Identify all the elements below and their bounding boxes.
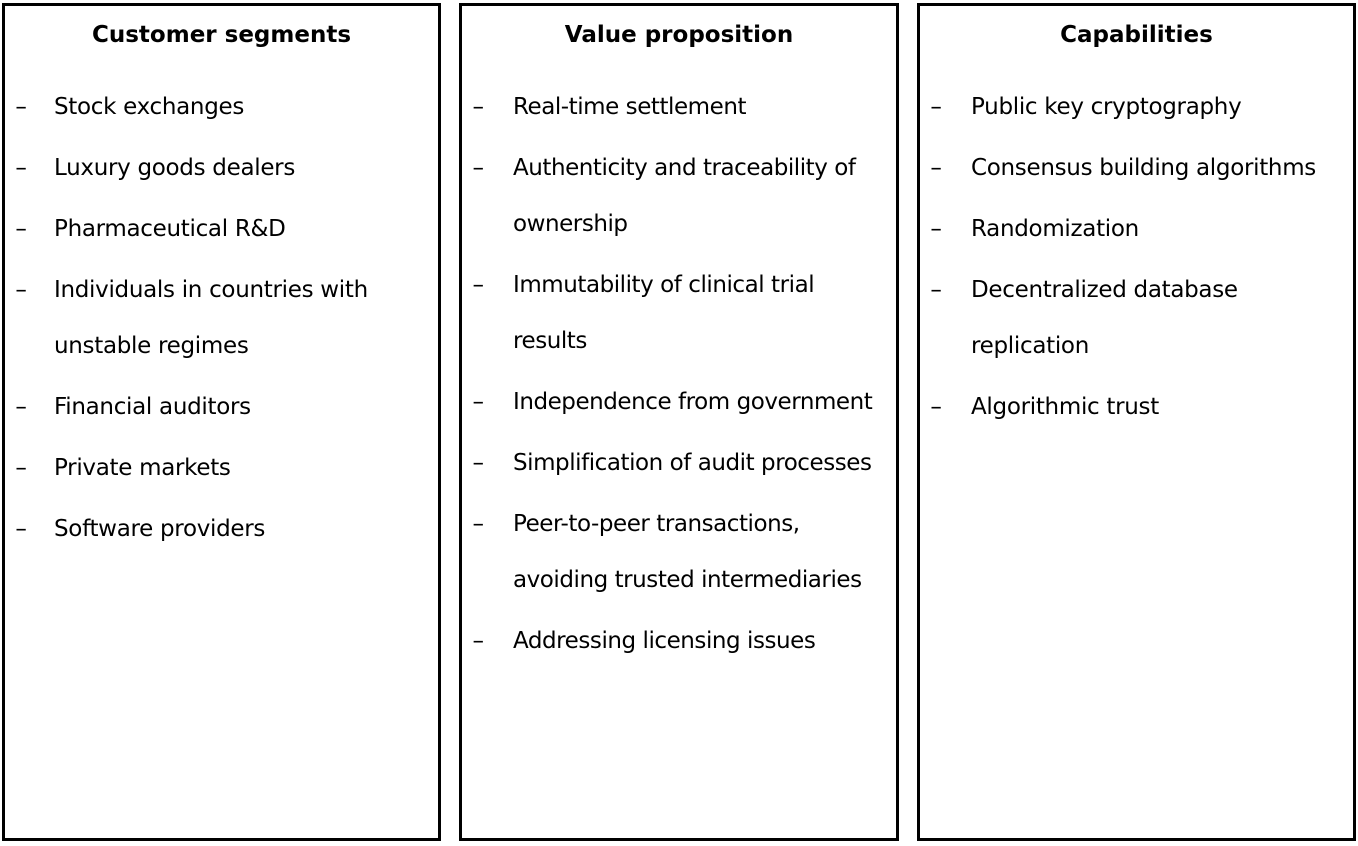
list-item (5, 379, 438, 435)
capabilities-list (920, 85, 1353, 441)
dash-bullet: – (15, 216, 27, 242)
customer-segments-list (5, 85, 438, 563)
list-item (920, 201, 1353, 257)
dash-bullet: – (472, 450, 484, 476)
dash-bullet: – (15, 455, 27, 481)
list-item-text: Individuals in countries with unstable regimes (54, 277, 368, 359)
dash-bullet: – (472, 272, 484, 298)
list-item (462, 374, 896, 430)
dash-bullet: – (15, 155, 27, 181)
dash-bullet: – (472, 511, 484, 537)
list-item (5, 440, 438, 496)
list-item-text: Simplification of audit processes (513, 450, 872, 476)
list-item (5, 262, 438, 374)
dash-bullet: – (472, 628, 484, 654)
list-item (5, 79, 438, 135)
list-item-text: Decentralized database replication (971, 277, 1238, 359)
dash-bullet: – (930, 94, 942, 120)
dash-bullet: – (15, 394, 27, 420)
list-item (920, 140, 1353, 196)
dash-bullet: – (15, 94, 27, 120)
dash-bullet: – (930, 155, 942, 181)
list-item (920, 79, 1353, 135)
list-item (920, 262, 1353, 374)
list-item (5, 501, 438, 557)
list-item (5, 140, 438, 196)
list-item-text: Peer-to-peer transactions, avoiding trusted intermediaries (513, 511, 862, 593)
value-proposition-list (462, 85, 896, 675)
capabilities-panel (917, 3, 1356, 841)
list-item (462, 613, 896, 669)
list-item-text: Software providers (54, 516, 266, 542)
list-item (462, 496, 896, 608)
dash-bullet: – (15, 277, 27, 303)
dash-bullet: – (472, 94, 484, 120)
list-item-text: Public key cryptography (971, 94, 1242, 120)
list-item-text: Financial auditors (54, 394, 251, 420)
list-item-text: Algorithmic trust (971, 394, 1159, 420)
list-item-text: Addressing licensing issues (513, 628, 816, 654)
dash-bullet: – (472, 389, 484, 415)
customer-segments-title: Customer segments (91, 22, 352, 48)
dash-bullet: – (930, 216, 942, 242)
list-item-text: Consensus building algorithms (971, 155, 1316, 181)
list-item (462, 140, 896, 252)
dash-bullet: – (930, 277, 942, 303)
list-item-text: Authenticity and traceability of ownership (513, 155, 856, 237)
list-item (920, 379, 1353, 435)
value-proposition-title: Value proposition (564, 22, 794, 48)
list-item-text: Real-time settlement (513, 94, 747, 120)
dash-bullet: – (15, 516, 27, 542)
list-item-text: Stock exchanges (54, 94, 245, 120)
dash-bullet: – (472, 155, 484, 181)
list-item-text: Private markets (54, 455, 231, 481)
value-proposition-panel (459, 3, 899, 841)
list-item-text: Randomization (971, 216, 1139, 242)
dash-bullet: – (930, 394, 942, 420)
customer-segments-panel (2, 3, 441, 841)
list-item (462, 79, 896, 135)
list-item-text: Independence from government (513, 389, 873, 415)
list-item-text: Immutability of clinical trial results (513, 272, 815, 354)
list-item-text: Pharmaceutical R&D (54, 216, 286, 242)
capabilities-title: Capabilities (1060, 22, 1213, 48)
list-item-text: Luxury goods dealers (54, 155, 296, 181)
list-item (462, 435, 896, 491)
list-item (5, 201, 438, 257)
list-item (462, 257, 896, 369)
